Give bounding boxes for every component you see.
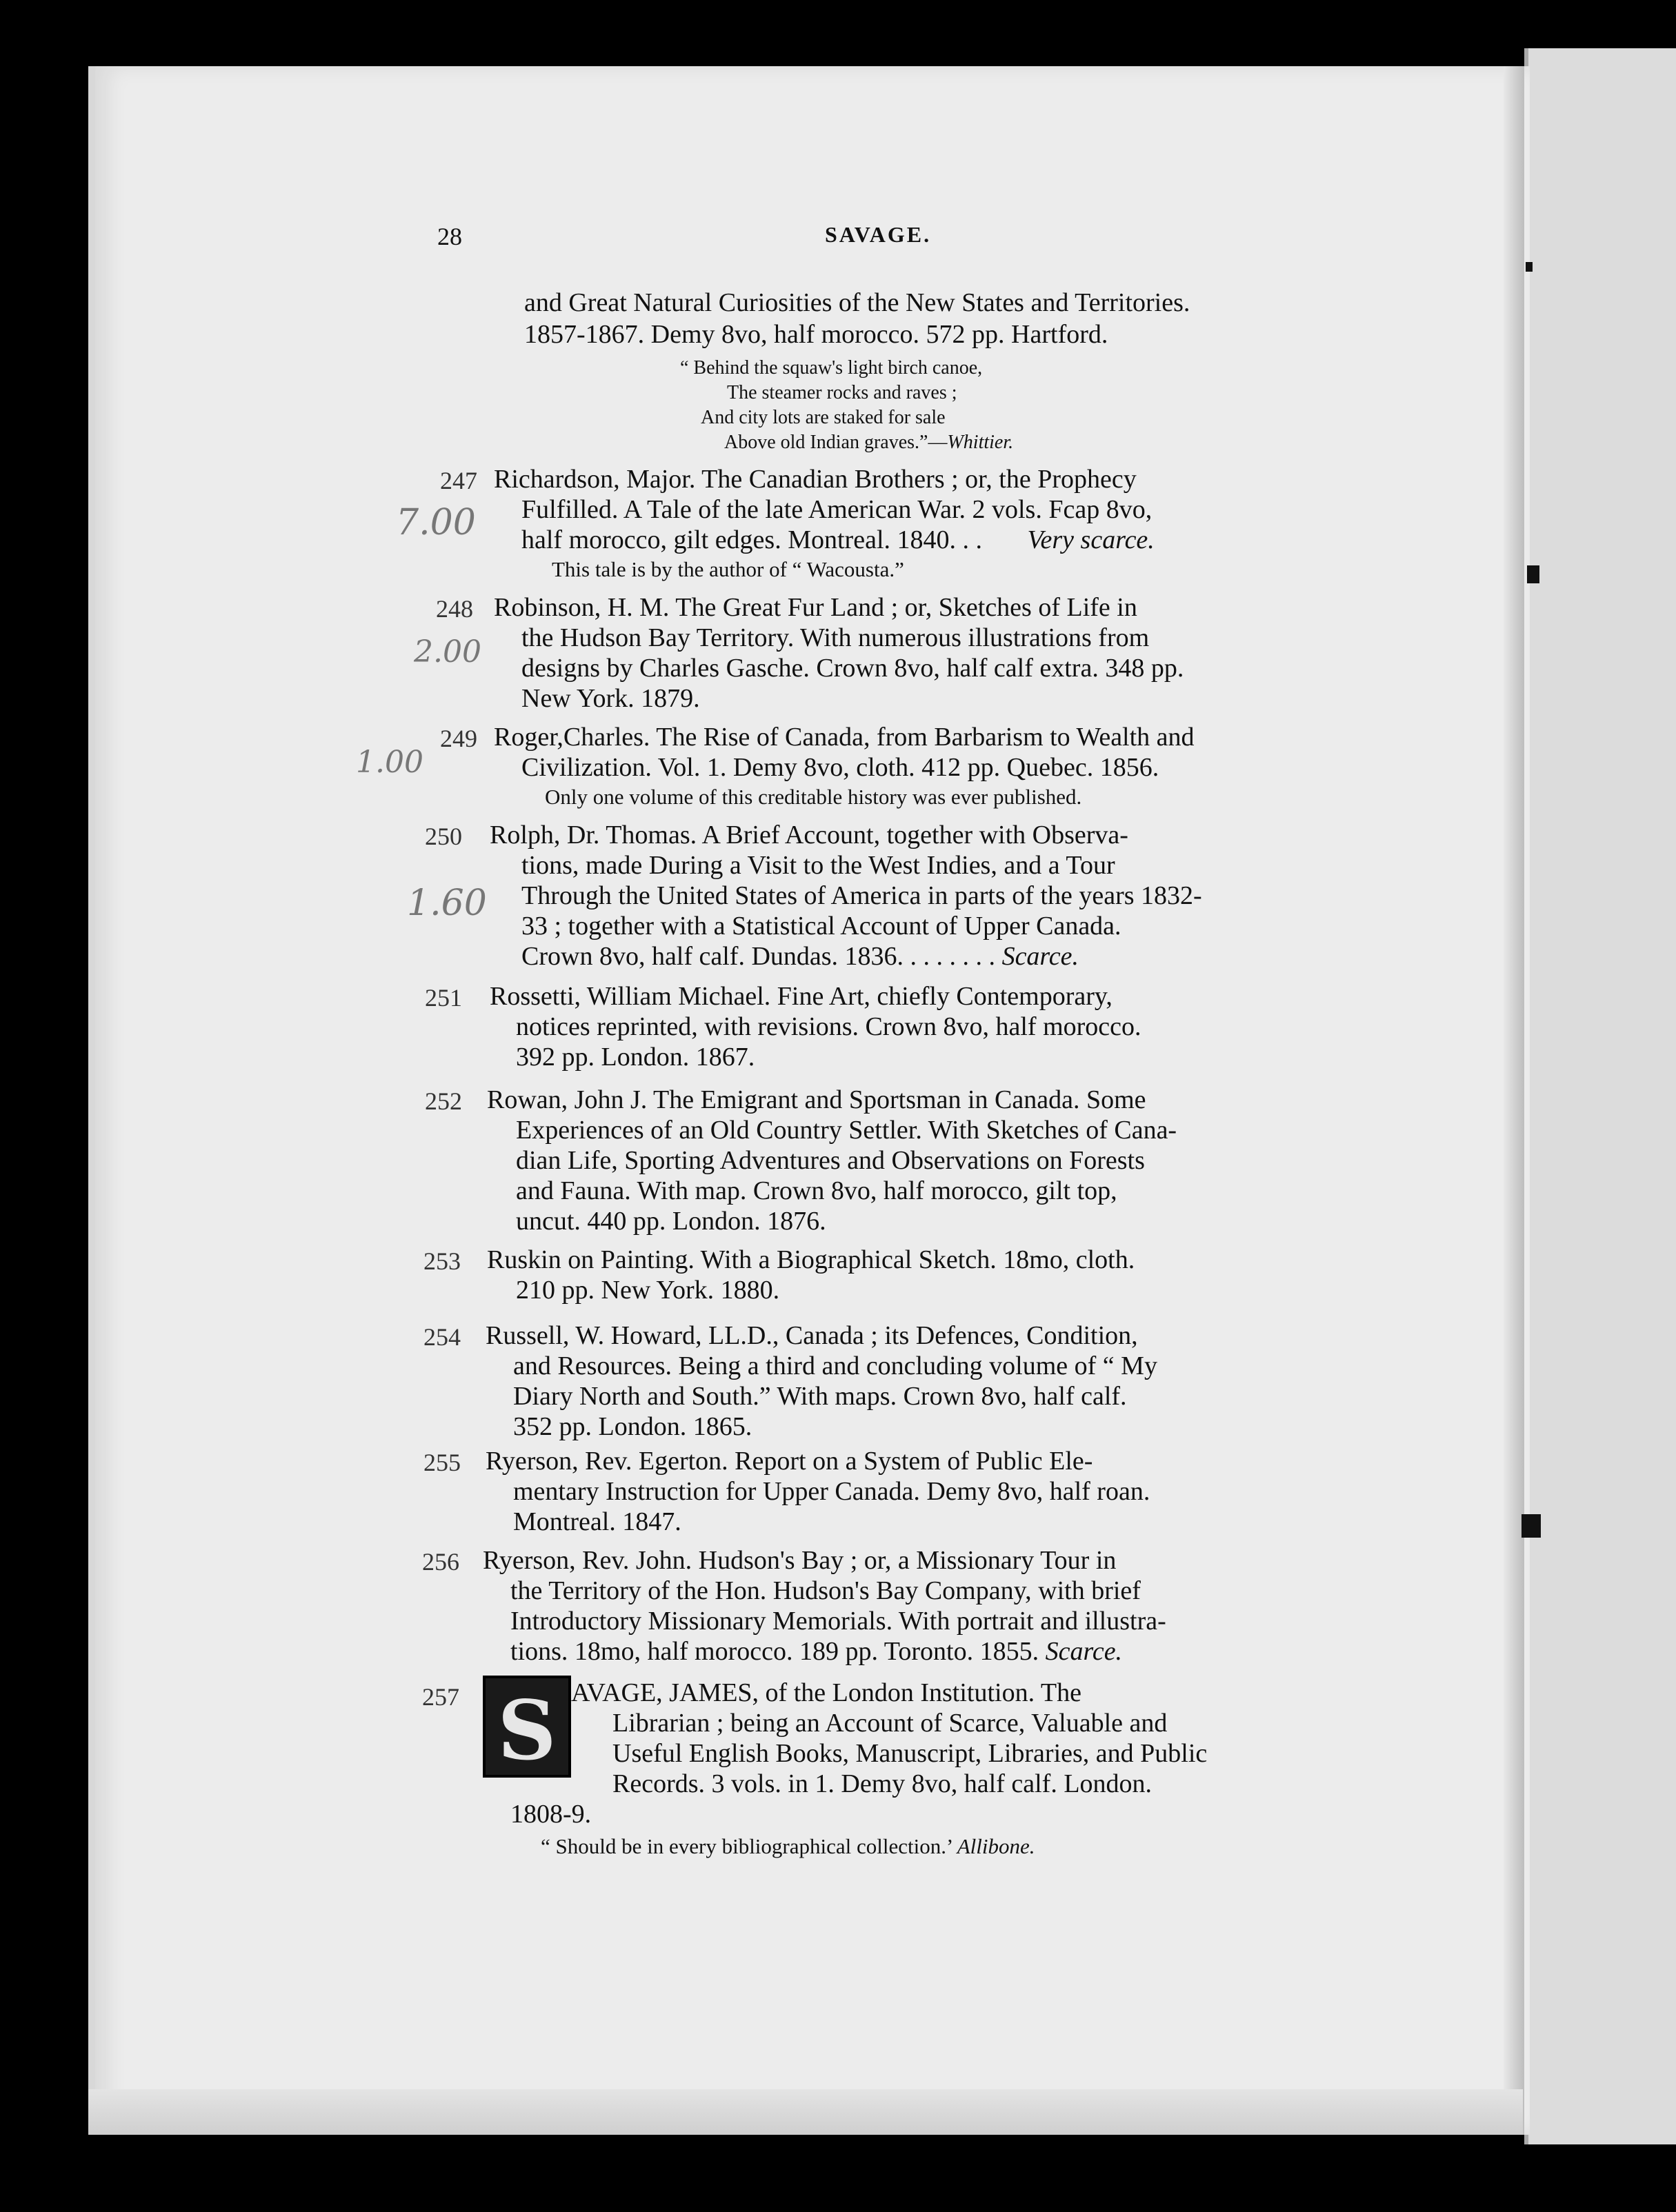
poem-line: Above old Indian graves.”—Whittier. <box>724 432 1014 453</box>
entry-number: 256 <box>422 1548 459 1576</box>
entry-number: 249 <box>440 725 477 752</box>
entry-number: 255 <box>423 1449 461 1476</box>
page-bottom-shadow <box>88 2089 1523 2135</box>
entry-line: tions, made During a Visit to the West Indies, and a Tour <box>521 851 1115 880</box>
entry-number: 252 <box>425 1087 462 1115</box>
decorated-initial: S <box>483 1676 571 1778</box>
poem-attribution: Whittier. <box>947 432 1014 453</box>
entry-line: Experiences of an Old Country Settler. With Sketches of Cana- <box>516 1116 1177 1145</box>
entry-line: Civilization. Vol. 1. Demy 8vo, cloth. 412 pp. Quebec. 1856. <box>521 753 1159 782</box>
running-head: SAVAGE. <box>825 222 932 247</box>
entry-line: Librarian ; being an Account of Scarce, Valuable and <box>612 1709 1168 1738</box>
entry-line: Russell, W. Howard, LL.D., Canada ; its Defences, Condition, <box>486 1321 1138 1350</box>
poem-line: The steamer rocks and raves ; <box>727 382 957 403</box>
entry-line: the Hudson Bay Territory. With numerous illustrations from <box>521 623 1150 652</box>
entry-number: 253 <box>423 1247 461 1275</box>
entry-line: Crown 8vo, half calf. Dundas. 1836. . . . . . . . Scarce. <box>521 942 1079 971</box>
entry-line: designs by Charles Gasche. Crown 8vo, half calf extra. 348 pp. <box>521 654 1184 683</box>
entry-line: uncut. 440 pp. London. 1876. <box>516 1207 826 1236</box>
entry-line: Fulfilled. A Tale of the late American War. 2 vols. Fcap 8vo, <box>521 495 1153 524</box>
entry-number: 254 <box>423 1323 461 1351</box>
entry-line: Through the United States of America in parts of the years 1832- <box>521 881 1202 910</box>
entry-line: half morocco, gilt edges. Montreal. 1840. . . Very scarce. <box>521 525 1155 554</box>
entry-line: 210 pp. New York. 1880. <box>516 1276 780 1305</box>
adjacent-page <box>1524 48 1676 2144</box>
entry-line: New York. 1879. <box>521 684 700 713</box>
entry-number: 247 <box>440 467 477 494</box>
pencil-price-note: 2.00 <box>414 634 481 670</box>
entry-number: 248 <box>436 595 473 623</box>
entry-line: Montreal. 1847. <box>513 1507 681 1536</box>
pencil-price-note: 1.00 <box>356 745 423 780</box>
entry-line: 33 ; together with a Statistical Account of Upper Canada. <box>521 912 1121 941</box>
entry-line: Rossetti, William Michael. Fine Art, chiefly Contemporary, <box>490 982 1113 1011</box>
entry-line: dian Life, Sporting Adventures and Observations on Forests <box>516 1146 1145 1175</box>
entry-line: Robinson, H. M. The Great Fur Land ; or, Sketches of Life in <box>494 593 1137 622</box>
entry-line: the Territory of the Hon. Hudson's Bay Company, with brief <box>510 1576 1141 1605</box>
entry-line: Ryerson, Rev. John. Hudson's Bay ; or, a Missionary Tour in <box>483 1546 1117 1575</box>
entry-note: This tale is by the author of “ Wacousta.” <box>552 557 904 581</box>
entry-line: Useful English Books, Manuscript, Libraries, and Public <box>612 1739 1208 1768</box>
poem-line: “ Behind the squaw's light birch canoe, <box>680 357 983 379</box>
entry-number: 250 <box>425 823 462 850</box>
page-edge-shadow <box>1504 66 1524 2135</box>
pencil-price-note: 1.60 <box>407 883 487 924</box>
entry-line: mentary Instruction for Upper Canada. Demy 8vo, half roan. <box>513 1477 1150 1506</box>
rarity-note: Scarce. <box>1045 1637 1123 1666</box>
entry-line: Ryerson, Rev. Egerton. Report on a System of Public Ele- <box>486 1447 1093 1476</box>
page-number: 28 <box>437 223 462 250</box>
entry-line: Diary North and South.” With maps. Crown 8vo, half calf. <box>513 1382 1127 1411</box>
entry-line: Introductory Missionary Memorials. With portrait and illustra- <box>510 1607 1166 1636</box>
entry-note: “ Should be in every bibliographical collection.’ Allibone. <box>541 1834 1035 1858</box>
binding-mark <box>1527 565 1539 583</box>
quote-attribution: Allibone. <box>957 1834 1035 1858</box>
entry-note: Only one volume of this creditable history was ever published. <box>545 785 1082 809</box>
entry-line: 1808-9. <box>510 1800 592 1829</box>
entry-line: Records. 3 vols. in 1. Demy 8vo, half calf. London. <box>612 1769 1153 1798</box>
rarity-note: Very scarce. <box>1027 525 1155 554</box>
entry-line: and Resources. Being a third and concluding volume of “ My <box>513 1351 1157 1380</box>
entry-line: 352 pp. London. 1865. <box>513 1412 752 1441</box>
entry-number: 251 <box>425 984 462 1012</box>
pencil-price-note: 7.00 <box>396 502 476 543</box>
entry-line: Rolph, Dr. Thomas. A Brief Account, together with Observa- <box>490 821 1128 849</box>
entry-number: 257 <box>422 1683 459 1711</box>
entry-line: and Fauna. With map. Crown 8vo, half morocco, gilt top, <box>516 1176 1117 1205</box>
binding-mark <box>1526 262 1533 272</box>
rarity-note: Scarce. <box>1001 942 1079 971</box>
entry-line: Ruskin on Painting. With a Biographical Sketch. 18mo, cloth. <box>487 1245 1135 1274</box>
entry-line: Roger,Charles. The Rise of Canada, from Barbarism to Wealth and <box>494 723 1195 752</box>
binding-mark <box>1522 1514 1541 1538</box>
poem-line: And city lots are staked for sale <box>701 407 946 428</box>
entry-line: tions. 18mo, half morocco. 189 pp. Toronto. 1855. Scarce. <box>510 1637 1123 1666</box>
entry-line: Richardson, Major. The Canadian Brothers ; or, the Prophecy <box>494 465 1137 494</box>
continuation-line: 1857-1867. Demy 8vo, half morocco. 572 pp. Hartford. <box>524 320 1108 349</box>
entry-line: AVAGE, JAMES, of the London Institution. The <box>571 1678 1081 1707</box>
entry-line: 392 pp. London. 1867. <box>516 1043 755 1072</box>
entry-line: notices reprinted, with revisions. Crown 8vo, half morocco. <box>516 1012 1141 1041</box>
continuation-line: and Great Natural Curiosities of the New States and Territories. <box>524 288 1190 317</box>
entry-line: Rowan, John J. The Emigrant and Sportsman in Canada. Some <box>487 1085 1146 1114</box>
